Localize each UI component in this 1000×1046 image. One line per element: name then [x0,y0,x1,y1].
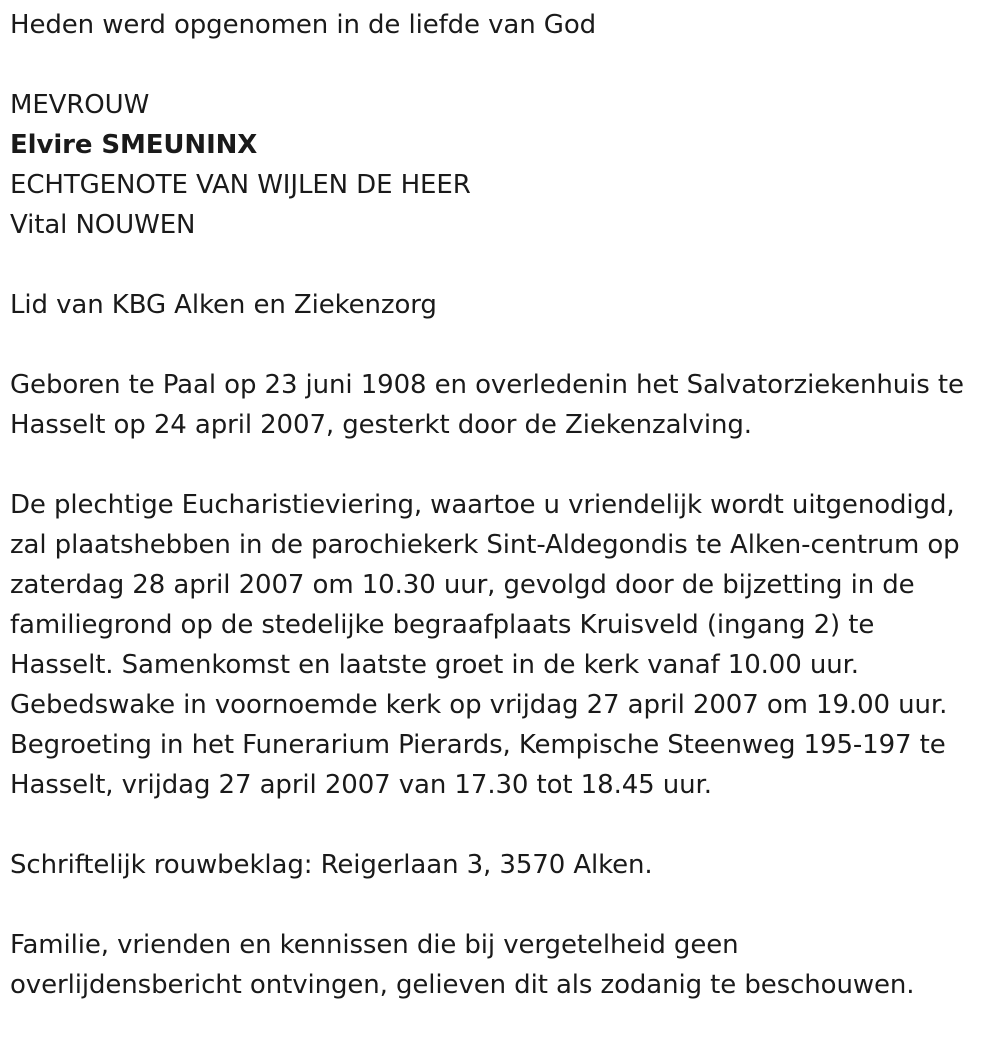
paragraph-line: Familie, vrienden en kennissen die bij vergetelheid geen [10,930,739,960]
paragraph-line: Gebedswake in voornoemde kerk op vrijdag 27 april 2007 om 19.00 uur. [10,690,948,720]
paragraph-line: Hasselt op 24 april 2007, gesterkt door de Ziekenzalving. [10,410,752,440]
spacer [10,805,995,845]
relation-line: ECHTGENOTE VAN WIJLEN DE HEER [10,170,471,200]
ceremony-paragraph [10,485,995,805]
paragraph-line: De plechtige Eucharistieviering, waartoe u vriendelijk wordt uitgenodigd, [10,490,955,520]
paragraph-line: Geboren te Paal op 23 juni 1908 en overledenin het Salvatorziekenhuis te [10,370,964,400]
deceased-name: Elvire SMEUNINX [10,130,258,160]
spacer [10,245,995,285]
intro-line: Heden werd opgenomen in de liefde van God [10,10,597,40]
birth-death-paragraph [10,365,995,445]
spouse-name: Vital NOUWEN [10,210,196,240]
spacer [10,45,995,85]
closing-paragraph [10,925,995,1005]
honorific: MEVROUW [10,90,150,120]
paragraph-line: zal plaatshebben in de parochiekerk Sint-Aldegondis te Alken-centrum op [10,530,960,560]
paragraph-line: Begroeting in het Funerarium Pierards, Kempische Steenweg 195-197 te [10,730,946,760]
paragraph-line: zaterdag 28 april 2007 om 10.30 uur, gevolgd door de bijzetting in de [10,570,915,600]
paragraph-line: Hasselt. Samenkomst en laatste groet in de kerk vanaf 10.00 uur. [10,650,859,680]
paragraph-line: familiegrond op de stedelijke begraafplaats Kruisveld (ingang 2) te [10,610,875,640]
spacer [10,325,995,365]
paragraph-line: overlijdensbericht ontvingen, gelieven dit als zodanig te beschouwen. [10,970,915,1000]
spacer [10,885,995,925]
spacer [10,445,995,485]
membership-line: Lid van KBG Alken en Ziekenzorg [10,290,437,320]
obituary-notice [10,5,995,1005]
condolences-line: Schriftelijk rouwbeklag: Reigerlaan 3, 3570 Alken. [10,850,653,880]
paragraph-line: Hasselt, vrijdag 27 april 2007 van 17.30 tot 18.45 uur. [10,770,712,800]
